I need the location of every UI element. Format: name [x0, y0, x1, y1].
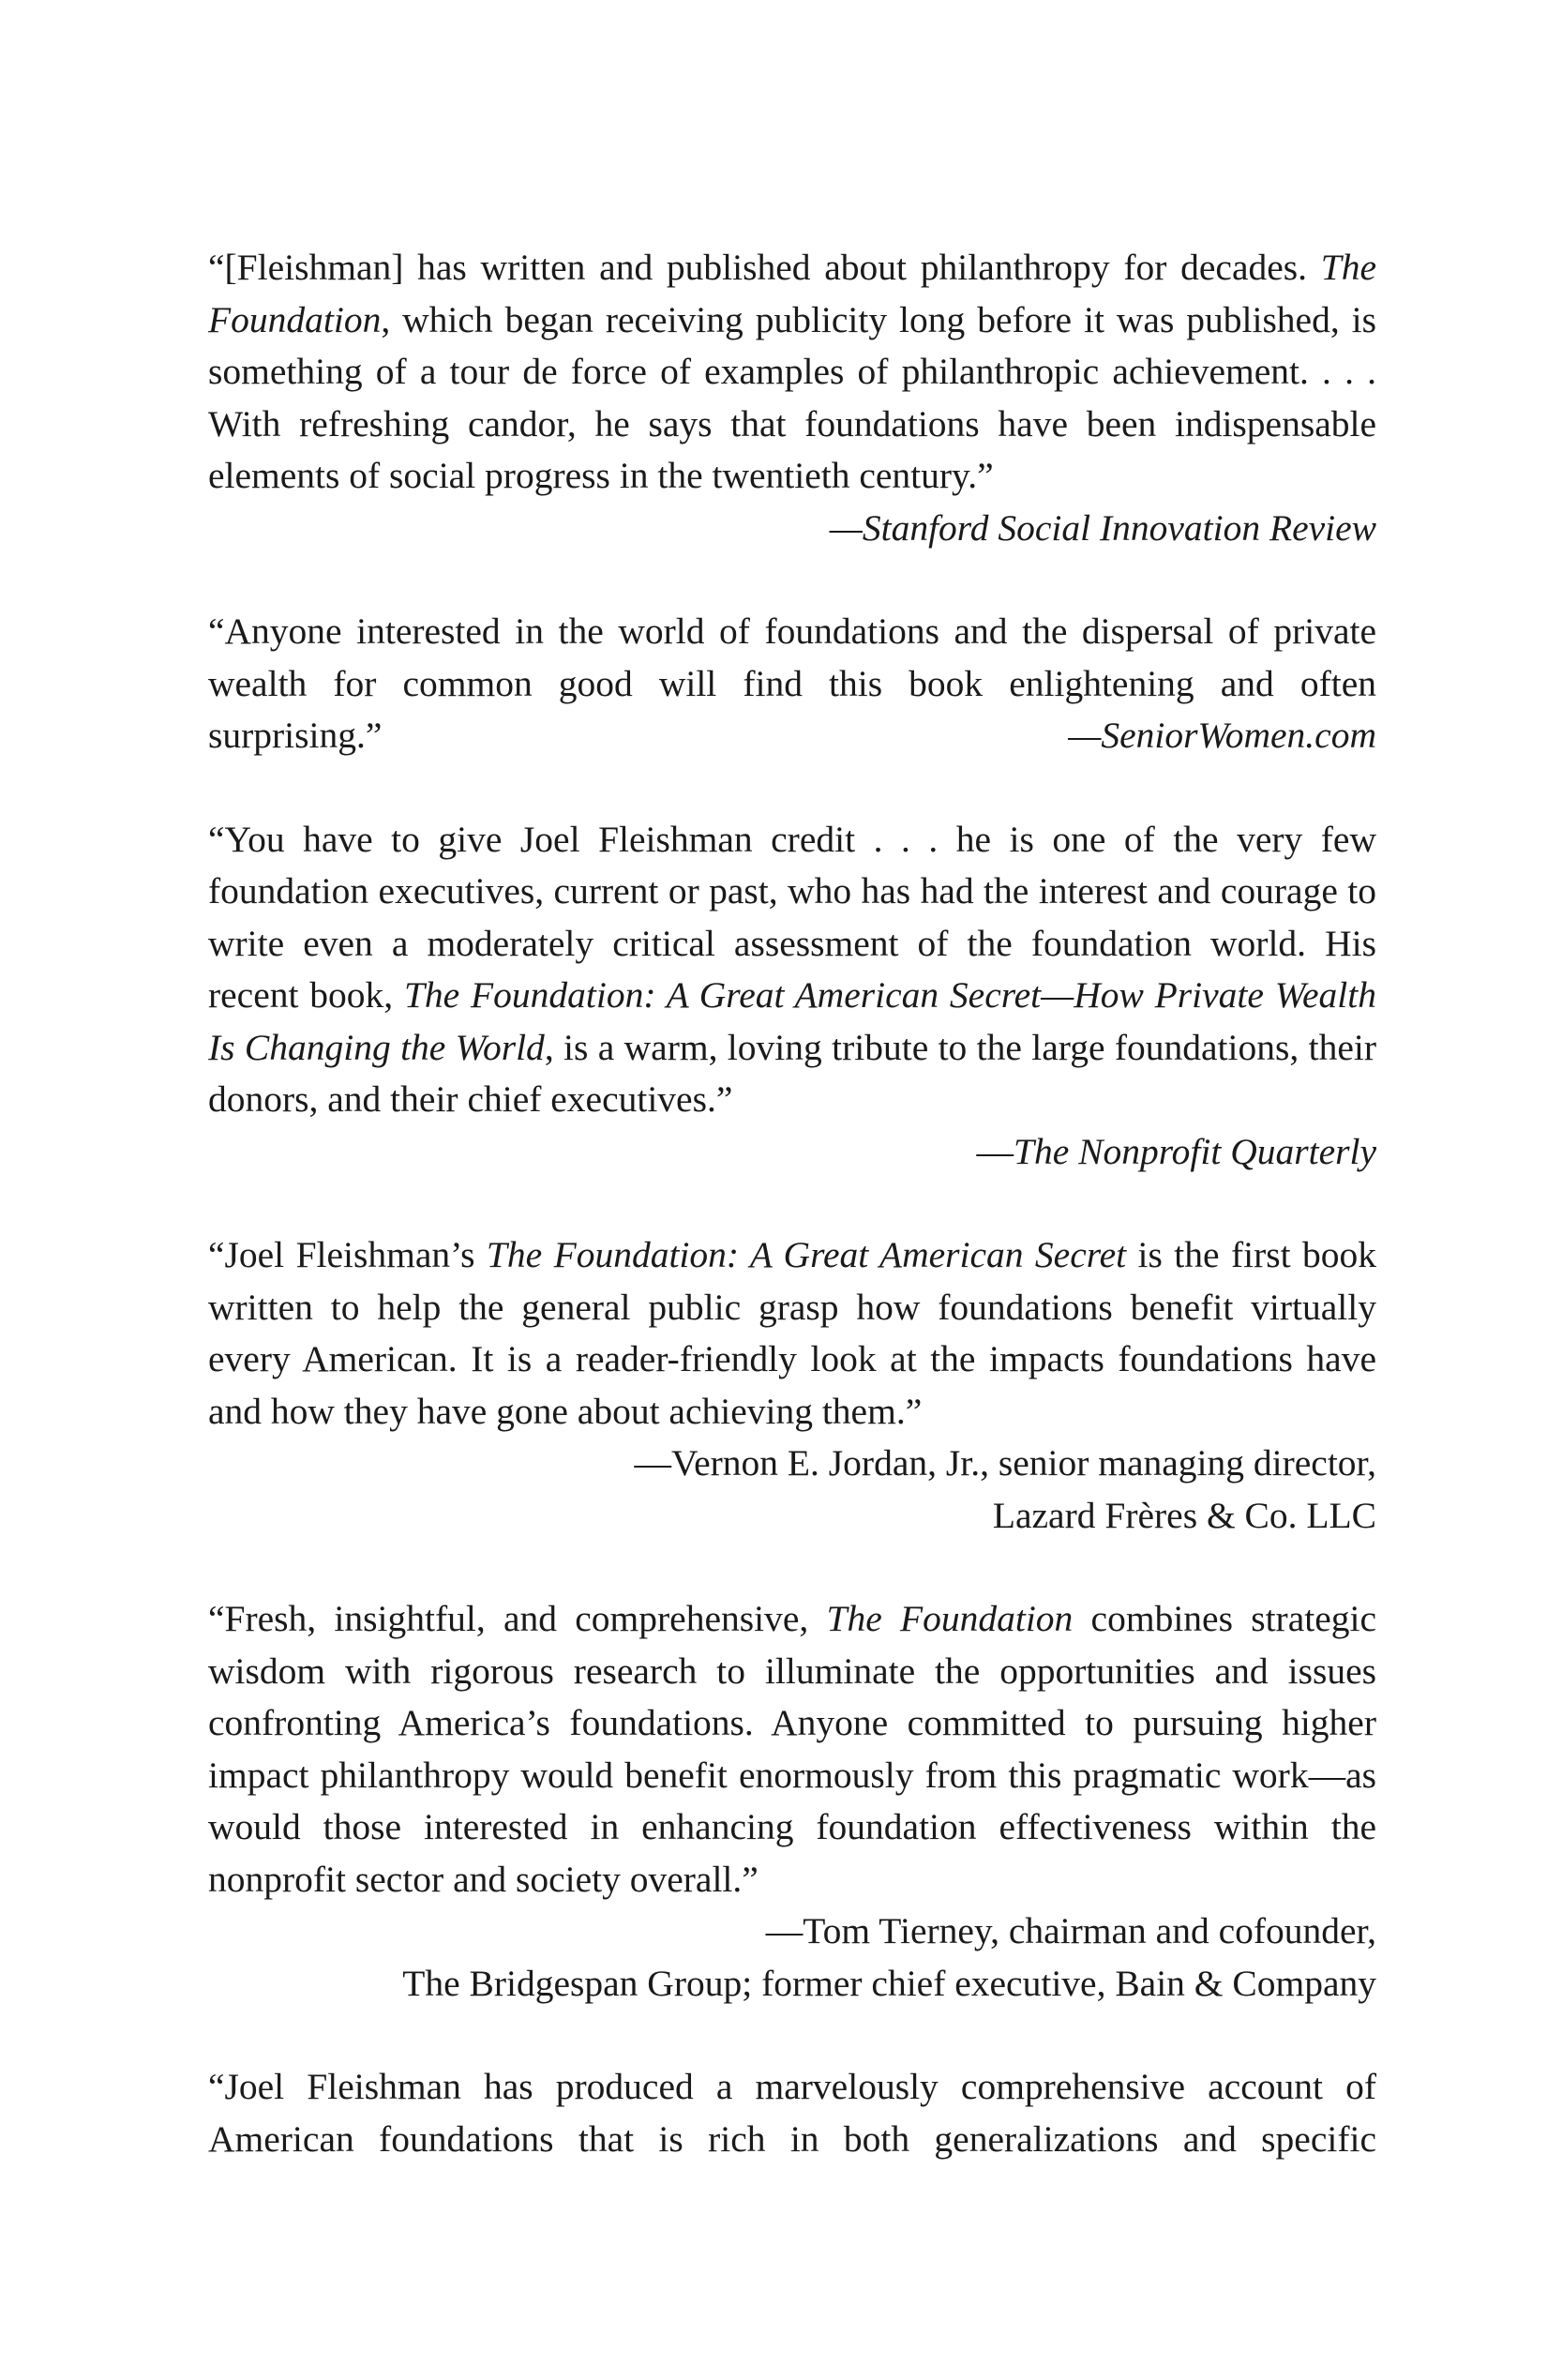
blurb-nonprofit-quarterly [208, 814, 1376, 1179]
quote-text: , is a warm, loving tribute to the large foundations, their donors, and their chief executives.” [208, 1026, 1376, 1120]
book-title: The Foundation: A Great American Secret—How Private Wealth Is Changing the World [208, 974, 1376, 1068]
blurb-attribution-line-2: The Bridgespan Group; former chief executive, Bain & Company [402, 1962, 1376, 2004]
book-title: The Foundation [826, 1598, 1074, 1639]
blurb-stanford [208, 242, 1376, 554]
attribution-source: —Stanford Social Innovation Review [829, 506, 1376, 549]
blurb-quote [208, 814, 1376, 1126]
blurb-attribution-line-1: —Tom Tierney, chairman and cofounder, [765, 1910, 1376, 1951]
attribution-dash: — [976, 1130, 1014, 1172]
attribution-source: —SeniorWomen.com [1068, 715, 1376, 756]
attribution-source: The Nonprofit Quarterly [1014, 1130, 1376, 1172]
quote-text: “Fresh, insightful, and comprehensive, [208, 1598, 827, 1639]
blurb-attribution [208, 1126, 1376, 1179]
book-title: The Foundation: A Great American Secret [486, 1234, 1127, 1275]
blurb-tom-tierney [208, 1593, 1376, 2010]
blurb-quote [208, 2061, 1376, 2165]
endorsements-page [208, 242, 1376, 2165]
blurb-attribution-line-2: Lazard Frères & Co. LLC [992, 1494, 1376, 1536]
quote-text: , which began receiving publicity long before it was published, is something of a tour de force of examples of philanthropic achievement. . . . With refreshing candor, he says that foundations have been indispensable elements of social progress in the twentieth century.” [208, 298, 1376, 496]
quote-text: “Anyone interested in the world of foundations and the dispersal of private wealth for common good will find this book enlightening and often surprising.” [208, 610, 1376, 756]
book-title: The Foundation [208, 247, 1376, 340]
quote-text: combines strategic wisdom with rigorous research to illuminate the opportunities and issues confronting America’s foundations. Anyone committed to pursuing higher impact philanthropy would benefit enormously from this pragmatic work—as would those interested in enhancing foundation effectiveness within the nonprofit sector and society overall.” [208, 1598, 1376, 1900]
blurb-quote [208, 1593, 1376, 1906]
blurb-continued [208, 2061, 1376, 2165]
blurb-vernon-jordan [208, 1229, 1376, 1542]
blurb-attribution-line-1: —Vernon E. Jordan, Jr., senior managing director, [634, 1442, 1376, 1484]
quote-text: “You have to give Joel Fleishman credit . . . he is one of the very few foundation executives, current or past, who has had the interest and courage to write even a moderately critical assessment of the foundation world. His recent book, [208, 818, 1376, 1016]
quote-text: “Joel Fleishman’s [208, 1234, 487, 1275]
quote-text: “[Fleishman] has written and published about philanthropy for decades. [208, 247, 1321, 288]
blurb-quote [208, 242, 1376, 503]
blurb-seniorwomen [208, 606, 1376, 762]
quote-text: “Joel Fleishman has produced a marvelously comprehensive account of American foundations that is rich in both generalizations and specific [208, 2066, 1376, 2160]
blurb-quote [208, 606, 1376, 762]
quote-text: is the first book written to help the general public grasp how foundations benefit virtually every American. It is a reader-friendly look at the impacts foundations have and how they have gone about achieving them.” [208, 1234, 1376, 1432]
blurb-attribution [208, 503, 1376, 555]
blurb-quote [208, 1229, 1376, 1438]
